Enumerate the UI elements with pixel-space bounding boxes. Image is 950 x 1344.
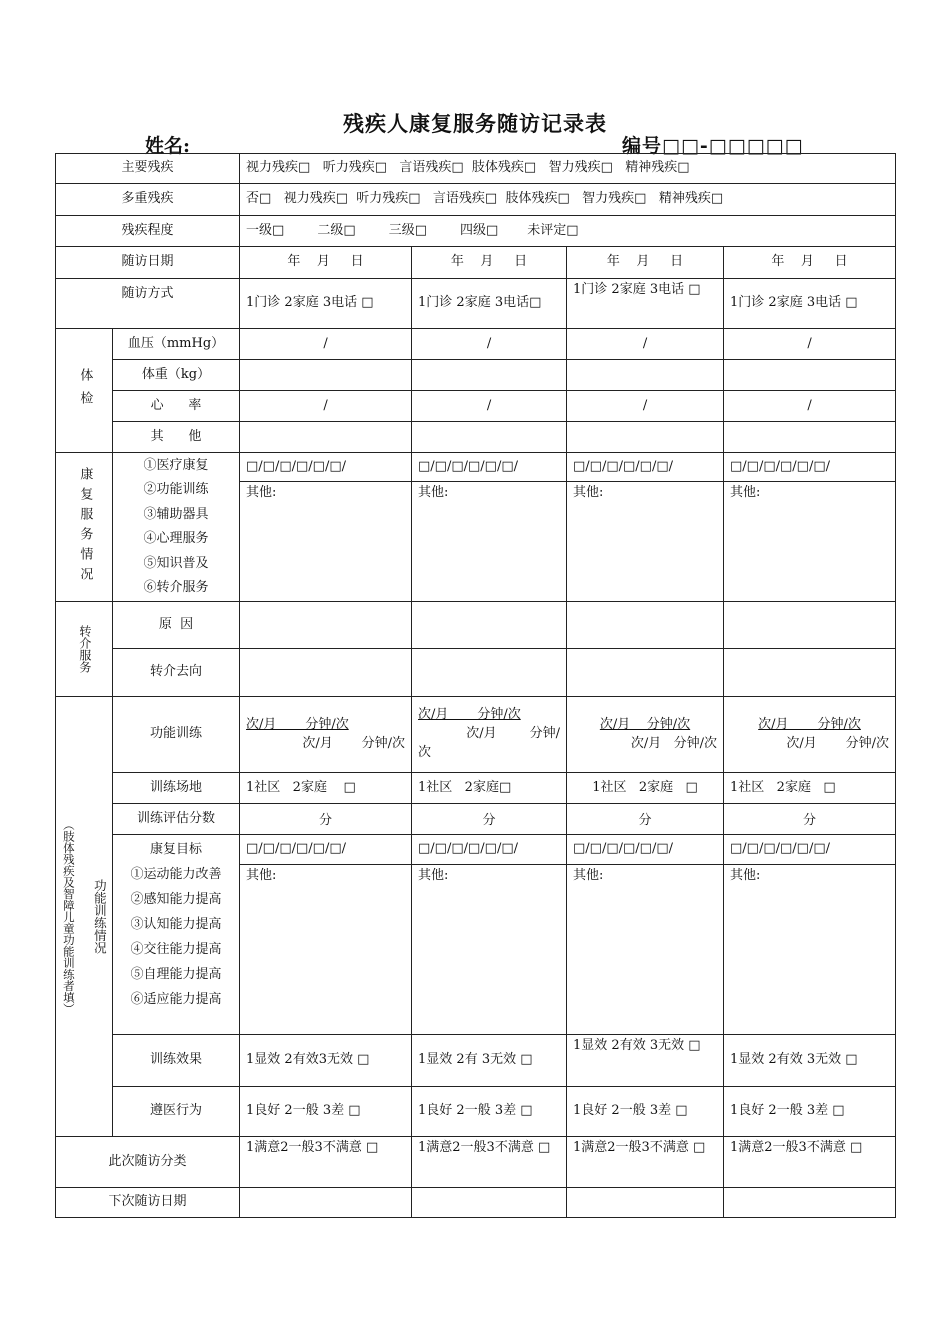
referral-reason-label: 原 因 <box>113 602 240 649</box>
function-training-label: 功能训练 <box>113 697 240 773</box>
next-visit-date-label: 下次随访日期 <box>56 1188 240 1218</box>
heart-rate-label: 心 率 <box>113 391 240 422</box>
visit-classification-label: 此次随访分类 <box>56 1137 240 1188</box>
rehab-service-other-cell[interactable]: 其他: <box>567 482 724 602</box>
row-referral-reason <box>56 602 896 649</box>
compliance-cell[interactable]: 1良好 2一般 3差 □ <box>240 1087 412 1137</box>
visit-method-cell[interactable]: 1门诊 2家庭 3电话□ <box>412 279 567 329</box>
visit-date-cell[interactable]: 年 月 日 <box>240 247 412 279</box>
referral-reason-cell[interactable] <box>567 602 724 649</box>
physical-exam-group-label: 体检 <box>56 329 113 453</box>
rehab-service-item: ⑥转介服务 <box>143 580 209 595</box>
row-weight <box>56 360 896 391</box>
visit-date-label: 随访日期 <box>56 247 240 279</box>
visit-classification-cell[interactable]: 1满意2一般3不满意 □ <box>412 1137 567 1188</box>
rehab-goal-item: ④交往能力提高 <box>130 942 222 957</box>
rehab-service-checkbox-cell[interactable]: □/□/□/□/□/□/ <box>240 453 412 482</box>
training-score-cell[interactable]: 分 <box>567 804 724 835</box>
multiple-disability-options[interactable]: 否□ 视力残疾□ 听力残疾□ 言语残疾□ 肢体残疾□ 智力残疾□ 精神残疾□ <box>240 184 896 216</box>
row-referral-destination <box>56 649 896 697</box>
exam-other-cell[interactable] <box>240 422 412 453</box>
rehab-service-item: ②功能训练 <box>143 482 209 497</box>
row-exam-other <box>56 422 896 453</box>
training-effect-cell[interactable]: 1显效 2有 3无效 □ <box>412 1035 567 1087</box>
compliance-cell[interactable]: 1良好 2一般 3差 □ <box>724 1087 896 1137</box>
rehab-goals-checkbox-cell[interactable]: □/□/□/□/□/□/ <box>567 835 724 865</box>
visit-classification-cell[interactable]: 1满意2一般3不满意 □ <box>567 1137 724 1188</box>
referral-destination-cell[interactable] <box>240 649 412 697</box>
main-disability-options[interactable]: 视力残疾□ 听力残疾□ 言语残疾□ 肢体残疾□ 智力残疾□ 精神残疾□ <box>240 154 896 184</box>
compliance-label: 遵医行为 <box>113 1087 240 1137</box>
rehab-goals-other-cell[interactable]: 其他: <box>724 865 896 1035</box>
weight-cell[interactable] <box>724 360 896 391</box>
heart-rate-cell[interactable]: / <box>412 391 567 422</box>
rehab-goal-item: ②感知能力提高 <box>130 892 222 907</box>
row-training-score <box>56 804 896 835</box>
main-disability-label: 主要残疾 <box>56 154 240 184</box>
rehab-goals-other-cell[interactable]: 其他: <box>567 865 724 1035</box>
blood-pressure-cell[interactable]: / <box>724 329 896 360</box>
training-score-cell[interactable]: 分 <box>412 804 567 835</box>
visit-method-cell[interactable]: 1门诊 2家庭 3电话 □ <box>240 279 412 329</box>
visit-method-cell[interactable]: 1门诊 2家庭 3电话 □ <box>567 279 724 329</box>
referral-destination-cell[interactable] <box>567 649 724 697</box>
visit-method-cell[interactable]: 1门诊 2家庭 3电话 □ <box>724 279 896 329</box>
weight-label: 体重（kg） <box>113 360 240 391</box>
rehab-goals-checkbox-cell[interactable]: □/□/□/□/□/□/ <box>240 835 412 865</box>
next-visit-date-cell[interactable] <box>412 1188 567 1218</box>
weight-cell[interactable] <box>567 360 724 391</box>
row-visit-date <box>56 247 896 279</box>
referral-reason-cell[interactable] <box>240 602 412 649</box>
heart-rate-cell[interactable]: / <box>567 391 724 422</box>
row-main-disability <box>56 154 896 184</box>
row-disability-level <box>56 216 896 247</box>
function-training-cell[interactable]: 次/月 分钟/次 次/月 分钟/次 <box>567 697 724 773</box>
row-rehab-service-checkboxes <box>56 453 896 482</box>
row-heart-rate <box>56 391 896 422</box>
rehab-service-checkbox-cell[interactable]: □/□/□/□/□/□/ <box>724 453 896 482</box>
training-score-cell[interactable]: 分 <box>724 804 896 835</box>
rehab-goals-title: 康复目标 <box>150 842 203 857</box>
row-visit-method <box>56 279 896 329</box>
rehab-service-group-label: 康复服务情况 <box>56 453 113 602</box>
referral-destination-cell[interactable] <box>412 649 567 697</box>
exam-other-cell[interactable] <box>412 422 567 453</box>
exam-other-cell[interactable] <box>724 422 896 453</box>
heart-rate-cell[interactable]: / <box>724 391 896 422</box>
blood-pressure-label: 血压（mmHg） <box>113 329 240 360</box>
visit-date-cell[interactable]: 年 月 日 <box>724 247 896 279</box>
heart-rate-cell[interactable]: / <box>240 391 412 422</box>
row-multiple-disability <box>56 184 896 216</box>
row-training-venue <box>56 773 896 804</box>
multiple-disability-label: 多重残疾 <box>56 184 240 216</box>
referral-reason-cell[interactable] <box>724 602 896 649</box>
training-group-label <box>56 697 113 1137</box>
disability-level-label: 残疾程度 <box>56 216 240 247</box>
rehab-goals <box>113 835 240 1035</box>
row-visit-classification <box>56 1137 896 1188</box>
training-effect-cell[interactable]: 1显效 2有效 3无效 □ <box>567 1035 724 1087</box>
rehab-goals-other-cell[interactable]: 其他: <box>412 865 567 1035</box>
visit-classification-cell[interactable]: 1满意2一般3不满意 □ <box>724 1137 896 1188</box>
blood-pressure-cell[interactable]: / <box>567 329 724 360</box>
rehab-goal-item: ③认知能力提高 <box>130 917 222 932</box>
training-venue-label: 训练场地 <box>113 773 240 804</box>
function-training-cell[interactable]: 次/月 分钟/次 次/月 分钟/次 <box>724 697 896 773</box>
referral-group-label: 转介服务 <box>56 602 113 697</box>
referral-reason-cell[interactable] <box>412 602 567 649</box>
blood-pressure-cell[interactable]: / <box>240 329 412 360</box>
visit-date-cell[interactable]: 年 月 日 <box>567 247 724 279</box>
training-score-label: 训练评估分数 <box>113 804 240 835</box>
name-label: 姓名: <box>145 135 191 157</box>
rehab-service-other-cell[interactable]: 其他: <box>240 482 412 602</box>
row-rehab-goals-checkboxes <box>56 835 896 865</box>
training-venue-cell[interactable]: 1社区 2家庭 □ <box>240 773 412 804</box>
next-visit-date-cell[interactable] <box>240 1188 412 1218</box>
next-visit-date-cell[interactable] <box>724 1188 896 1218</box>
rehab-service-checkbox-cell[interactable]: □/□/□/□/□/□/ <box>567 453 724 482</box>
rehab-goal-item: ⑥适应能力提高 <box>130 992 222 1007</box>
row-function-training <box>56 697 896 773</box>
compliance-cell[interactable]: 1良好 2一般 3差 □ <box>412 1087 567 1137</box>
rehab-goals-checkbox-cell[interactable]: □/□/□/□/□/□/ <box>724 835 896 865</box>
row-compliance <box>56 1087 896 1137</box>
training-effect-label: 训练效果 <box>113 1035 240 1087</box>
training-inner-label: 功能训练情况 <box>92 879 108 954</box>
rehab-service-other-cell[interactable]: 其他: <box>724 482 896 602</box>
visit-classification-cell[interactable]: 1满意2一般3不满意 □ <box>240 1137 412 1188</box>
weight-cell[interactable] <box>412 360 567 391</box>
referral-destination-label: 转介去向 <box>113 649 240 697</box>
rehab-goals-checkbox-cell[interactable]: □/□/□/□/□/□/ <box>412 835 567 865</box>
rehab-service-other-cell[interactable]: 其他: <box>412 482 567 602</box>
rehab-service-item: ③辅助器具 <box>143 506 209 522</box>
training-score-cell[interactable]: 分 <box>240 804 412 835</box>
referral-destination-cell[interactable] <box>724 649 896 697</box>
training-effect-cell[interactable]: 1显效 2有效3无效 □ <box>240 1035 412 1087</box>
rehab-goal-item: ⑤自理能力提高 <box>130 967 222 982</box>
row-training-effect <box>56 1035 896 1087</box>
exam-other-cell[interactable] <box>567 422 724 453</box>
rehab-service-items <box>113 453 240 602</box>
visit-method-label: 随访方式 <box>56 279 240 329</box>
rehab-service-item: ⑤知识普及 <box>143 555 209 571</box>
next-visit-date-cell[interactable] <box>567 1188 724 1218</box>
function-training-cell[interactable]: 次/月 分钟/次 次/月 分钟/ 次 <box>412 697 567 773</box>
training-venue-cell[interactable]: 1社区 2家庭□ <box>412 773 567 804</box>
disability-level-options[interactable]: 一级□ 二级□ 三级□ 四级□ 未评定□ <box>240 216 896 247</box>
rehab-goals-other-cell[interactable]: 其他: <box>240 865 412 1035</box>
rehab-goal-item: ①运动能力改善 <box>130 867 222 882</box>
training-venue-cell[interactable]: 1社区 2家庭 □ <box>724 773 896 804</box>
rehab-service-item: ④心理服务 <box>143 531 209 546</box>
function-training-cell[interactable]: 次/月 分钟/次 次/月 分钟/次 <box>240 697 412 773</box>
exam-other-label: 其 他 <box>113 422 240 453</box>
form-title: 残疾人康复服务随访记录表 <box>343 111 607 136</box>
form-number-label: 编号□□-□□□□□ <box>622 135 804 157</box>
visit-date-cell[interactable]: 年 月 日 <box>412 247 567 279</box>
row-next-visit-date <box>56 1188 896 1218</box>
row-blood-pressure <box>56 329 896 360</box>
training-outer-label: （肢体残疾及智障儿童功能训练者填） <box>61 818 76 1015</box>
rehab-service-item: ①医疗康复 <box>143 457 209 473</box>
weight-cell[interactable] <box>240 360 412 391</box>
followup-record-table <box>55 153 896 1218</box>
compliance-cell[interactable]: 1良好 2一般 3差 □ <box>567 1087 724 1137</box>
training-effect-cell[interactable]: 1显效 2有效 3无效 □ <box>724 1035 896 1087</box>
blood-pressure-cell[interactable]: / <box>412 329 567 360</box>
training-venue-cell[interactable]: 1社区 2家庭 □ <box>567 773 724 804</box>
rehab-service-checkbox-cell[interactable]: □/□/□/□/□/□/ <box>412 453 567 482</box>
